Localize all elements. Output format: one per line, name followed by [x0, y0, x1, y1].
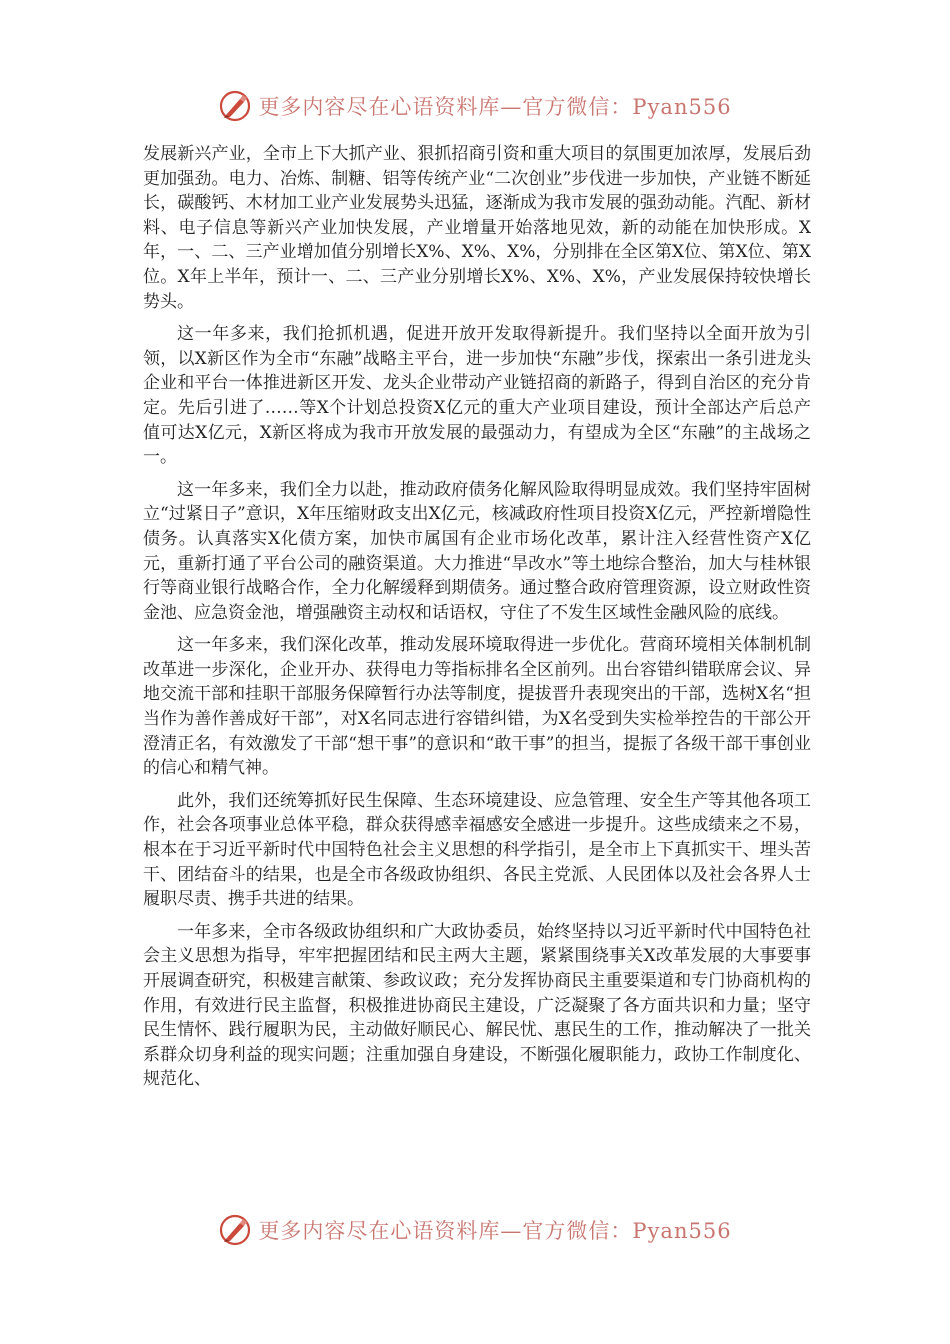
pen-logo-icon [218, 1213, 252, 1247]
header-banner [0, 86, 950, 126]
paragraph-4: 这一年多来，我们深化改革，推动发展环境取得进一步优化。营商环境相关体制机制改革进一步深化，企业开办、获得电力等指标排名全区前列。出台容错纠错联席会议、异地交流干部和挂职干部服务保障暂行办法等制度，提拔晋升表现突出的干部，选树X名“担当作为善作善成好干部”，对X名同志进行容错纠错，为X名受到失实检举控告的干部公开澄清正名，有效激发了干部“想干事”的意识和“敢干事”的担当，提振了各级干部干事创业的信心和精气神。 [143, 635, 811, 779]
footer-banner-text: 更多内容尽在心语资料库—官方微信：Pyan556 [258, 1219, 732, 1243]
pen-logo-icon [218, 89, 252, 123]
paragraph-1: 发展新兴产业，全市上下大抓产业、狠抓招商引资和重大项目的氛围更加浓厚，发展后劲更加强劲。电力、冶炼、制糖、铝等传统产业“二次创业”步伐进一步加快，产业链不断延长，碳酸钙、木材加工业产业发展势头迅猛，逐渐成为我市发展的强劲动能。汽配、新材料、电子信息等新兴产业加快发展，产业增量开始落地见效，新的动能在加快形成。X年，一、二、三产业增加值分别增长X%、X%、X%，分别排在全区第X位、第X位、第X位。X年上半年，预计一、二、三产业分别增长X%、X%、X%，产业发展保持较快增长势头。 [143, 144, 811, 312]
paragraph-3: 这一年多来，我们全力以赴，推动政府债务化解风险取得明显成效。我们坚持牢固树立“过紧日子”意识，X年压缩财政支出X亿元，核减政府性项目投资X亿元，严控新增隐性债务。认真落实X化债方案，加快市属国有企业市场化改革，累计注入经营性资产X亿元，重新打通了平台公司的融资渠道。大力推进“旱改水”等土地综合整治，加大与桂林银行等商业银行战略合作，全力化解缓释到期债务。通过整合政府管理资源，设立财政性资金池、应急资金池，增强融资主动权和话语权，守住了不发生区域性金融风险的底线。 [143, 479, 811, 623]
paragraph-5: 此外，我们还统筹抓好民生保障、生态环境建设、应急管理、安全生产等其他各项工作，社会各项事业总体平稳，群众获得感幸福感安全感进一步提升。这些成绩来之不易，根本在于习近平新时代中国特色社会主义思想的科学指引，是全市上下真抓实干、埋头苦干、团结奋斗的结果，也是全市各级政协组织、各民主党派、人民团体以及社会各界人士履职尽责、携手共进的结果。 [143, 790, 811, 910]
document-body [143, 142, 811, 1100]
footer-banner [0, 1210, 950, 1250]
paragraph-2: 这一年多来，我们抢抓机遇，促进开放开发取得新提升。我们坚持以全面开放为引领，以X新区作为全市“东融”战略主平台，进一步加快“东融”步伐，探索出一条引进龙头企业和平台一体推进新区开发、龙头企业带动产业链招商的新路子，得到自治区的充分肯定。先后引进了……等X个计划总投资X亿元的重大产业项目建设，预计全部达产后总产值可达X亿元，X新区将成为我市开放发展的最强动力，有望成为全区“东融”的主战场之一。 [143, 324, 811, 468]
header-banner-text: 更多内容尽在心语资料库—官方微信：Pyan556 [258, 95, 732, 119]
paragraph-6: 一年多来，全市各级政协组织和广大政协委员，始终坚持以习近平新时代中国特色社会主义思想为指导，牢牢把握团结和民主两大主题，紧紧围绕事关X改革发展的大事要事开展调查研究，积极建言献策、参政议政；充分发挥协商民主重要渠道和专门协商机构的作用，有效进行民主监督，积极推进协商民主建设，广泛凝聚了各方面共识和力量；坚守民生情怀、践行履职为民，主动做好顺民心、解民忧、惠民生的工作，推动解决了一批关系群众切身利益的现实问题；注重加强自身建设，不断强化履职能力，政协工作制度化、规范化、 [143, 921, 811, 1090]
